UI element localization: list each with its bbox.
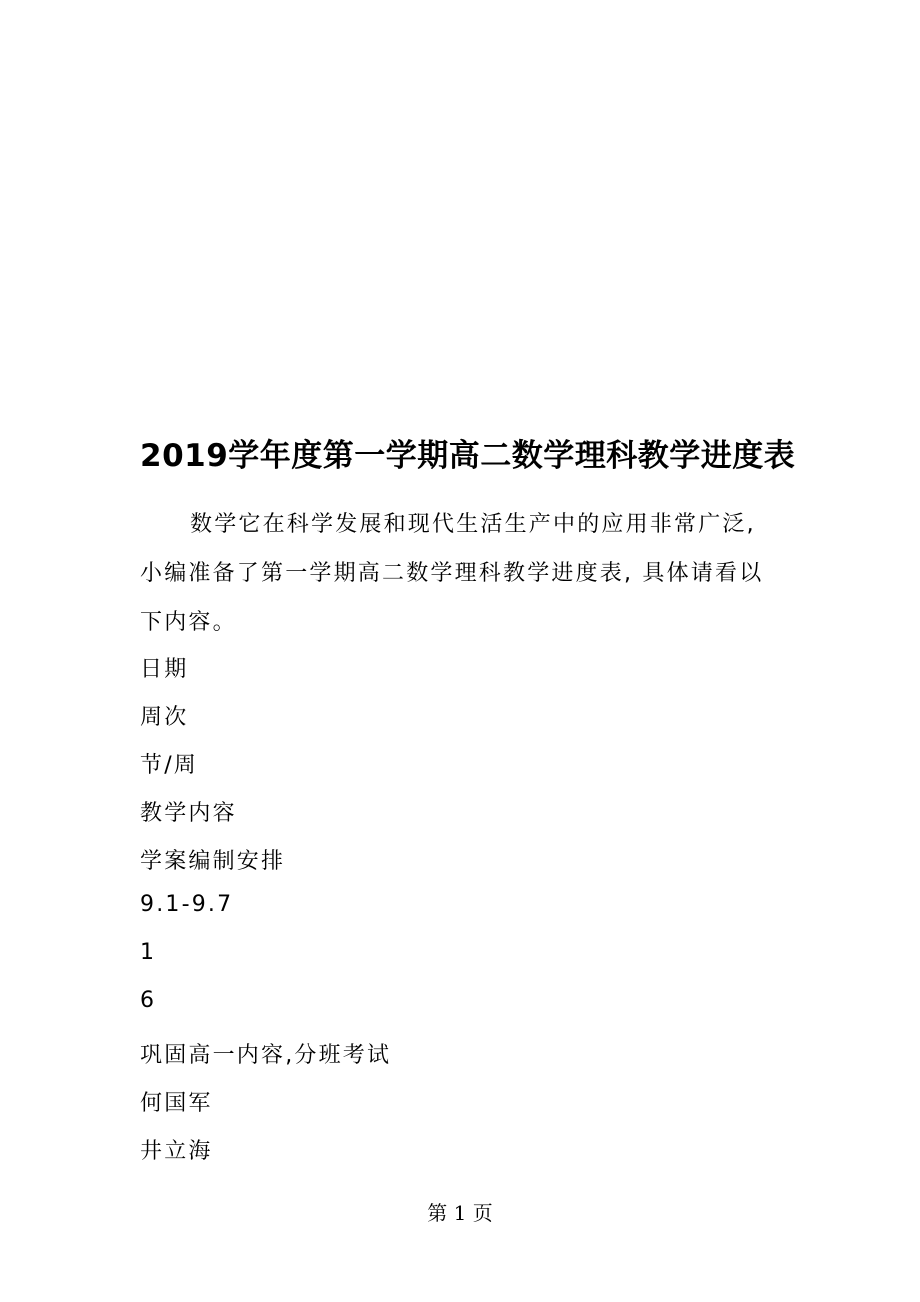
intro-line-3: 下内容。 bbox=[140, 610, 237, 635]
cell-teacher-1: 何国军 bbox=[140, 1091, 213, 1116]
cell-week-header: 周次 bbox=[140, 705, 189, 730]
cell-plan-header: 学案编制安排 bbox=[140, 849, 286, 874]
cell-date-header: 日期 bbox=[140, 657, 189, 682]
cell-lessons: 6 bbox=[140, 988, 157, 1013]
cell-content: 巩固高一内容,分班考试 bbox=[140, 1043, 392, 1068]
intro-line-1: 数学它在科学发展和现代生活生产中的应用非常广泛, bbox=[190, 512, 756, 537]
intro-line-2: 小编准备了第一学期高二数学理科教学进度表, 具体请看以 bbox=[140, 561, 764, 586]
cell-lessons-header: 节/周 bbox=[140, 753, 199, 778]
cell-content-header: 教学内容 bbox=[140, 801, 237, 826]
page-number: 第 1 页 bbox=[427, 1201, 493, 1225]
document-title: 2019学年度第一学期高二数学理科教学进度表 bbox=[140, 438, 796, 474]
cell-date: 9.1-9.7 bbox=[140, 892, 234, 917]
cell-teacher-2: 井立海 bbox=[140, 1139, 213, 1164]
cell-week: 1 bbox=[140, 940, 157, 965]
